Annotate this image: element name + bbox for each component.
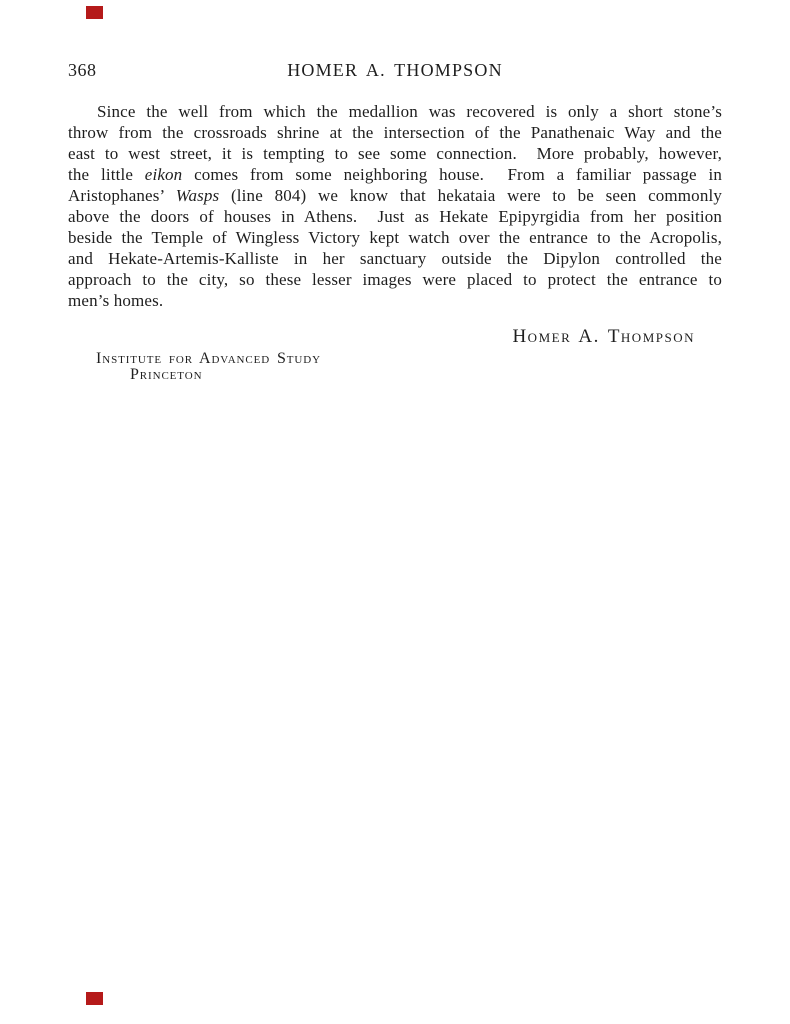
text-segment: east to west street, it is tempting to see some connection. More probably, however, <box>68 144 722 163</box>
text-segment: Since the well from which the medallion was recovered is only a short stone’s <box>97 102 722 121</box>
text-line <box>68 290 722 311</box>
text-segment: throw from the crossroads shrine at the intersection of the Panathenaic Way and the <box>68 123 722 142</box>
scan-mark-top <box>86 6 103 19</box>
text-line <box>68 227 722 248</box>
scan-mark-bottom <box>86 992 103 1005</box>
text-line <box>68 185 722 206</box>
text-segment: (line 804) we know that hekataia were to be seen commonly <box>219 186 722 205</box>
paragraph <box>68 101 722 311</box>
page-number: 368 <box>68 60 97 80</box>
text-segment: Aristophanes’ <box>68 186 176 205</box>
italic-term: Wasps <box>175 186 220 205</box>
page-header <box>68 60 722 82</box>
text-segment: the little <box>68 165 145 184</box>
text-segment: approach to the city, so these lesser images were placed to protect the entrance to <box>68 270 722 289</box>
text-line <box>68 206 722 227</box>
affiliation-city: Princeton <box>130 366 203 383</box>
running-header: HOMER A. THOMPSON <box>287 60 503 80</box>
text-line <box>68 122 722 143</box>
text-segment: above the doors of houses in Athens. Just as Hekate Epipyrgidia from her position <box>68 207 722 226</box>
text-segment: and Hekate-Artemis-Kalliste in her sanctuary outside the Dipylon controlled the <box>68 249 722 268</box>
affiliation-institution: Institute for Advanced Study <box>96 350 321 367</box>
text-line <box>68 101 722 122</box>
text-line <box>68 164 722 185</box>
author-signature: Homer A. Thompson <box>512 326 695 347</box>
text-segment: comes from some neighboring house. From a familiar passage in <box>182 165 722 184</box>
text-line <box>68 269 722 290</box>
text-segment: beside the Temple of Wingless Victory kept watch over the entrance to the Acropolis, <box>68 228 722 247</box>
italic-term: eikon <box>144 165 183 184</box>
text-line <box>68 248 722 269</box>
text-segment: men’s homes. <box>68 291 164 310</box>
text-line <box>68 143 722 164</box>
